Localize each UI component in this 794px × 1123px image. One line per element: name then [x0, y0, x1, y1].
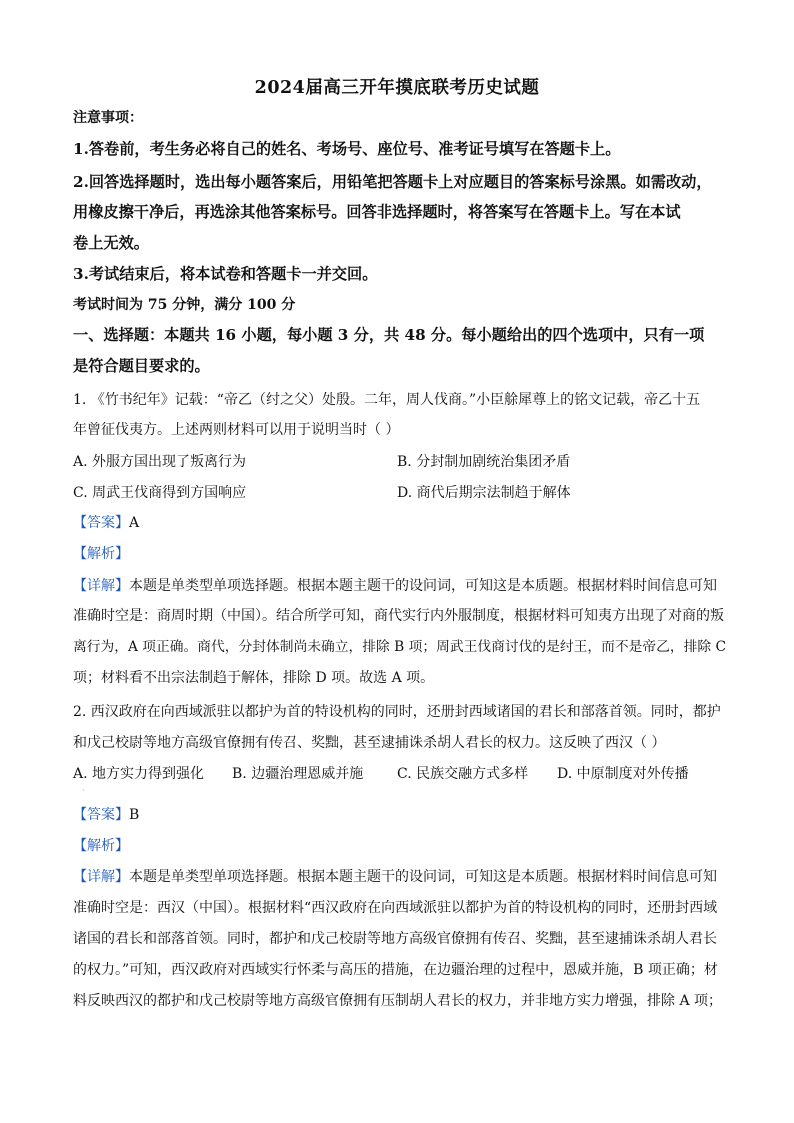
question-2-detail: 诸国的君长和部落首领。同时，都护和戊己校尉等地方高级官僚拥有传召、奖黜，甚至逮捕诛杀胡人君长 — [73, 931, 717, 947]
answer-value: B — [129, 807, 140, 823]
question-2-detail — [73, 867, 717, 887]
question-1-detail: 离行为，A 项正确。商代，分封体制尚未确立，排除 B 项；周武王伐商讨伐的是纣王，而不是帝乙，排除 C — [73, 639, 727, 655]
detail-tag: 【详解】 — [73, 869, 129, 885]
analysis-tag: 【解析】 — [73, 838, 129, 854]
notice-item: 2.回答选择题时，选出每小题答案后，用铅笔把答题卡上对应题目的答案标号涂黑。如需改动， — [73, 173, 712, 191]
question-1-answer — [73, 513, 139, 533]
answer-value: A — [129, 515, 140, 531]
detail-text: 本题是单类型单项选择题。根据本题主题干的设问词，可知这是本质题。根据材料时间信息可知 — [129, 578, 717, 594]
question-2-option-a: A. 地方实力得到强化 — [73, 766, 205, 782]
question-1-detail — [73, 576, 717, 596]
exam-time: 考试时间为 75 分钟，满分 100 分 — [73, 297, 296, 313]
section-heading: 一、选择题：本题共 16 小题，每小题 3 分，共 48 分。每小题给出的四个选项中，只有一项 — [73, 326, 705, 344]
question-2-option-b: B. 边疆治理恩威并施 — [232, 766, 364, 782]
page-title: 2024届高三开年摸底联考历史试题 — [254, 78, 540, 98]
question-1-analysis — [73, 544, 129, 564]
question-1-stem: 年曾征伐夷方。上述两则材料可以用于说明当时（ ） — [73, 422, 400, 438]
detail-text: 本题是单类型单项选择题。根据本题主题干的设问词，可知这是本质题。根据材料时间信息可知 — [129, 869, 717, 885]
notice-item: 卷上无效。 — [73, 234, 149, 252]
section-heading-cont: 是符合题目要求的。 — [73, 357, 210, 375]
question-2-stem: 2. 西汉政府在向西域派驻以都护为首的特设机构的同时，还册封西域诸国的君长和部落首领。同时，都护 — [73, 704, 721, 720]
question-1-option-b: B. 分封制加剧统治集团矛盾 — [397, 454, 571, 470]
notice-item: 用橡皮擦干净后，再选涂其他答案标号。回答非选择题时，将答案写在答题卡上。写在本试 — [73, 203, 681, 221]
question-1-option-d: D. 商代后期宗法制趋于解体 — [397, 485, 571, 501]
question-2-detail: 准确时空是：西汉（中国）。根据材料“西汉政府在向西域派驻以都护为首的特设机构的同时，还册封西域 — [73, 900, 718, 916]
notice-item: 3.考试结束后，将本试卷和答题卡一并交回。 — [73, 265, 378, 283]
question-2-detail: 的权力。”可知，西汉政府对西域实行怀柔与高压的措施，在边疆治理的过程中，恩威并施，B 项正确；材 — [73, 962, 718, 978]
answer-tag: 【答案】 — [73, 515, 129, 531]
question-2-option-d: D. 中原制度对外传播 — [557, 766, 689, 782]
detail-tag: 【详解】 — [73, 578, 129, 594]
answer-tag: 【答案】 — [73, 807, 129, 823]
question-2-option-c: C. 民族交融方式多样 — [397, 766, 529, 782]
stray-dot: · — [82, 786, 85, 795]
question-2-answer — [73, 805, 139, 825]
question-1-option-c: C. 周武王伐商得到方国响应 — [73, 485, 247, 501]
question-1-detail: 准确时空是：商周时期（中国）。结合所学可知，商代实行内外服制度，根据材料可知夷方出现了对商的叛 — [73, 608, 724, 624]
notice-heading: 注意事项： — [73, 110, 143, 126]
question-2-analysis — [73, 836, 129, 856]
question-1-stem: 1. 《竹书纪年》记载：“帝乙（纣之父）处殷。二年，周人伐商。”小臣艅犀尊上的铭文记载，帝乙十五 — [73, 392, 701, 408]
question-2-stem: 和戊己校尉等地方高级官僚拥有传召、奖黜，甚至逮捕诛杀胡人君长的权力。这反映了西汉（ ） — [73, 735, 666, 751]
question-1-option-a: A. 外服方国出现了叛离行为 — [73, 454, 247, 470]
question-1-detail: 项；材料看不出宗法制趋于解体，排除 D 项。故选 A 项。 — [73, 670, 435, 686]
notice-item: 1.答卷前，考生务必将自己的姓名、考场号、座位号、准考证号填写在答题卡上。 — [73, 140, 621, 158]
question-2-detail: 料反映西汉的都护和戊己校尉等地方高级官僚拥有压制胡人君长的权力，并非地方实力增强，排除 A 项； — [73, 993, 723, 1009]
analysis-tag: 【解析】 — [73, 546, 129, 562]
